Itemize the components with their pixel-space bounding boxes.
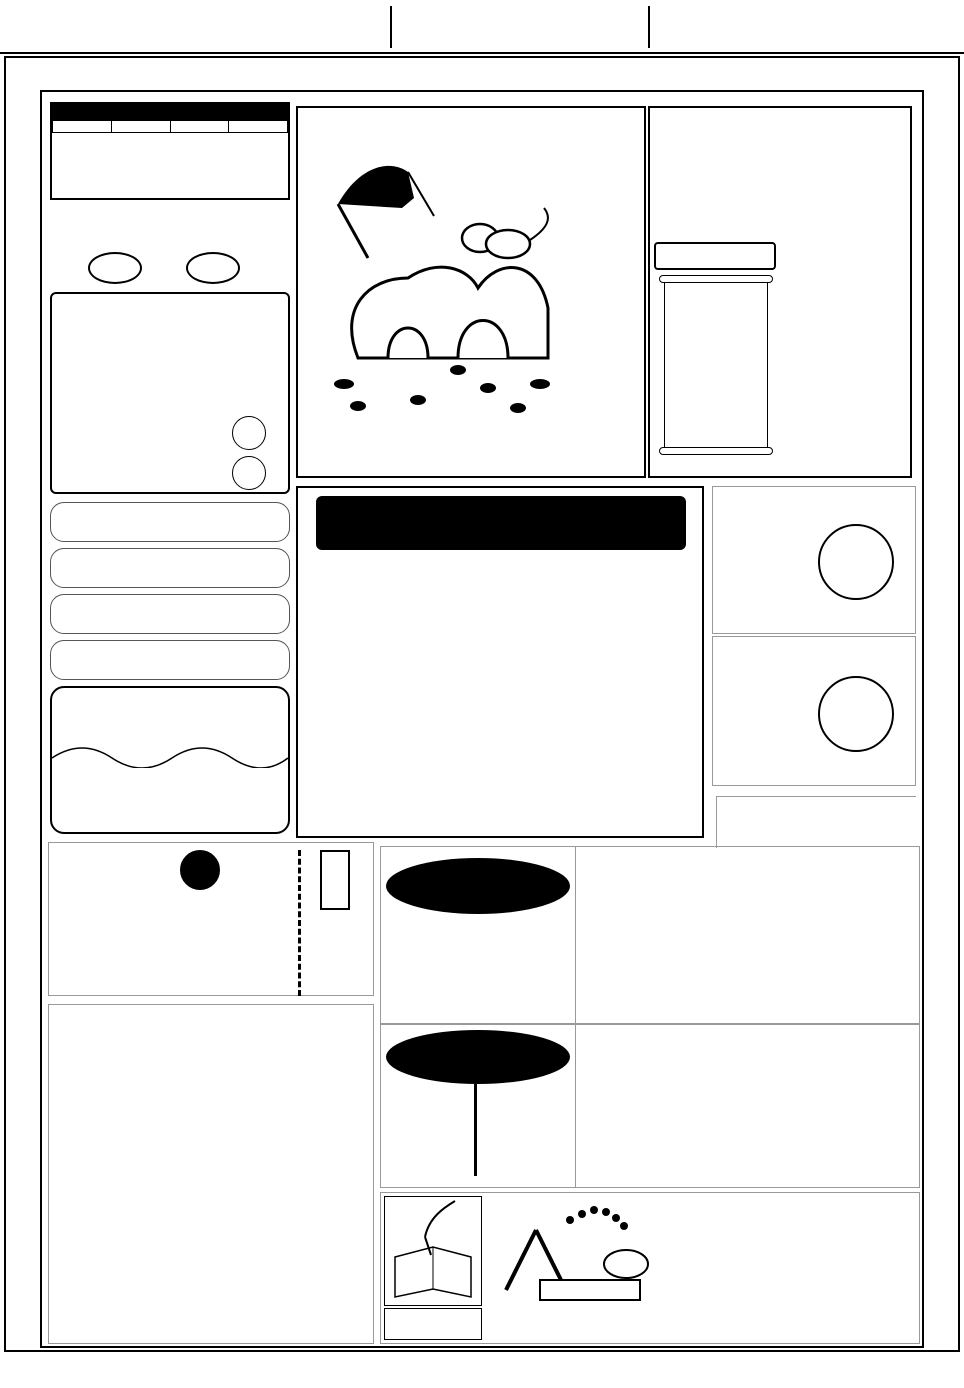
hot-cold-title [52, 104, 288, 120]
table-header [111, 121, 170, 133]
picture-panel [296, 106, 646, 478]
lucky-range-row [50, 640, 290, 680]
small-list-box [716, 796, 916, 848]
xuanji-head-circle [180, 850, 220, 890]
lucky-color-row [50, 594, 290, 634]
computer-title-bar [316, 496, 686, 550]
scroll [664, 280, 768, 452]
wave-divider [52, 738, 288, 768]
divider-stick [474, 1084, 477, 1176]
special-num [232, 416, 266, 450]
cold-hot-num [88, 252, 142, 284]
lucky-zodiac-row [50, 548, 290, 588]
special-open-badge [386, 1030, 570, 1084]
rat-illustration [298, 108, 644, 476]
lucky-special-row [50, 502, 290, 542]
liuhe-badge [654, 242, 776, 270]
right-mark-band [928, 90, 958, 1346]
vertical-divider [575, 846, 576, 1024]
riddle-label-box [384, 1308, 482, 1340]
riddle-image [384, 1196, 482, 1306]
xuanji-side-box [320, 850, 350, 910]
book-hand-icon [385, 1197, 481, 1305]
puzzle-grid [52, 1068, 370, 1342]
freq-num [818, 524, 894, 600]
top-mark-band [12, 62, 952, 86]
special-num [232, 456, 266, 490]
header-bar [0, 0, 964, 54]
table-header [53, 121, 112, 133]
hot-cold-panel [50, 102, 290, 200]
table-header [229, 121, 288, 133]
cold-hot-num [186, 252, 240, 284]
table-header [170, 121, 229, 133]
treasure-map-illustration [500, 1200, 660, 1306]
hot-cold-table [52, 120, 288, 133]
total-open-badge [386, 858, 570, 914]
freq-num [818, 676, 894, 752]
treasure-map [500, 1200, 660, 1306]
dotted-divider [298, 850, 302, 996]
scroll-top-rod [659, 275, 773, 283]
special-text [62, 344, 98, 484]
scroll-bottom-rod [659, 447, 773, 455]
left-mark-band [8, 90, 38, 1346]
table-header-row [53, 121, 288, 133]
scroll-text [669, 299, 684, 429]
vertical-divider [575, 1024, 576, 1188]
computer-nums [336, 564, 676, 610]
title-box [390, 6, 650, 48]
